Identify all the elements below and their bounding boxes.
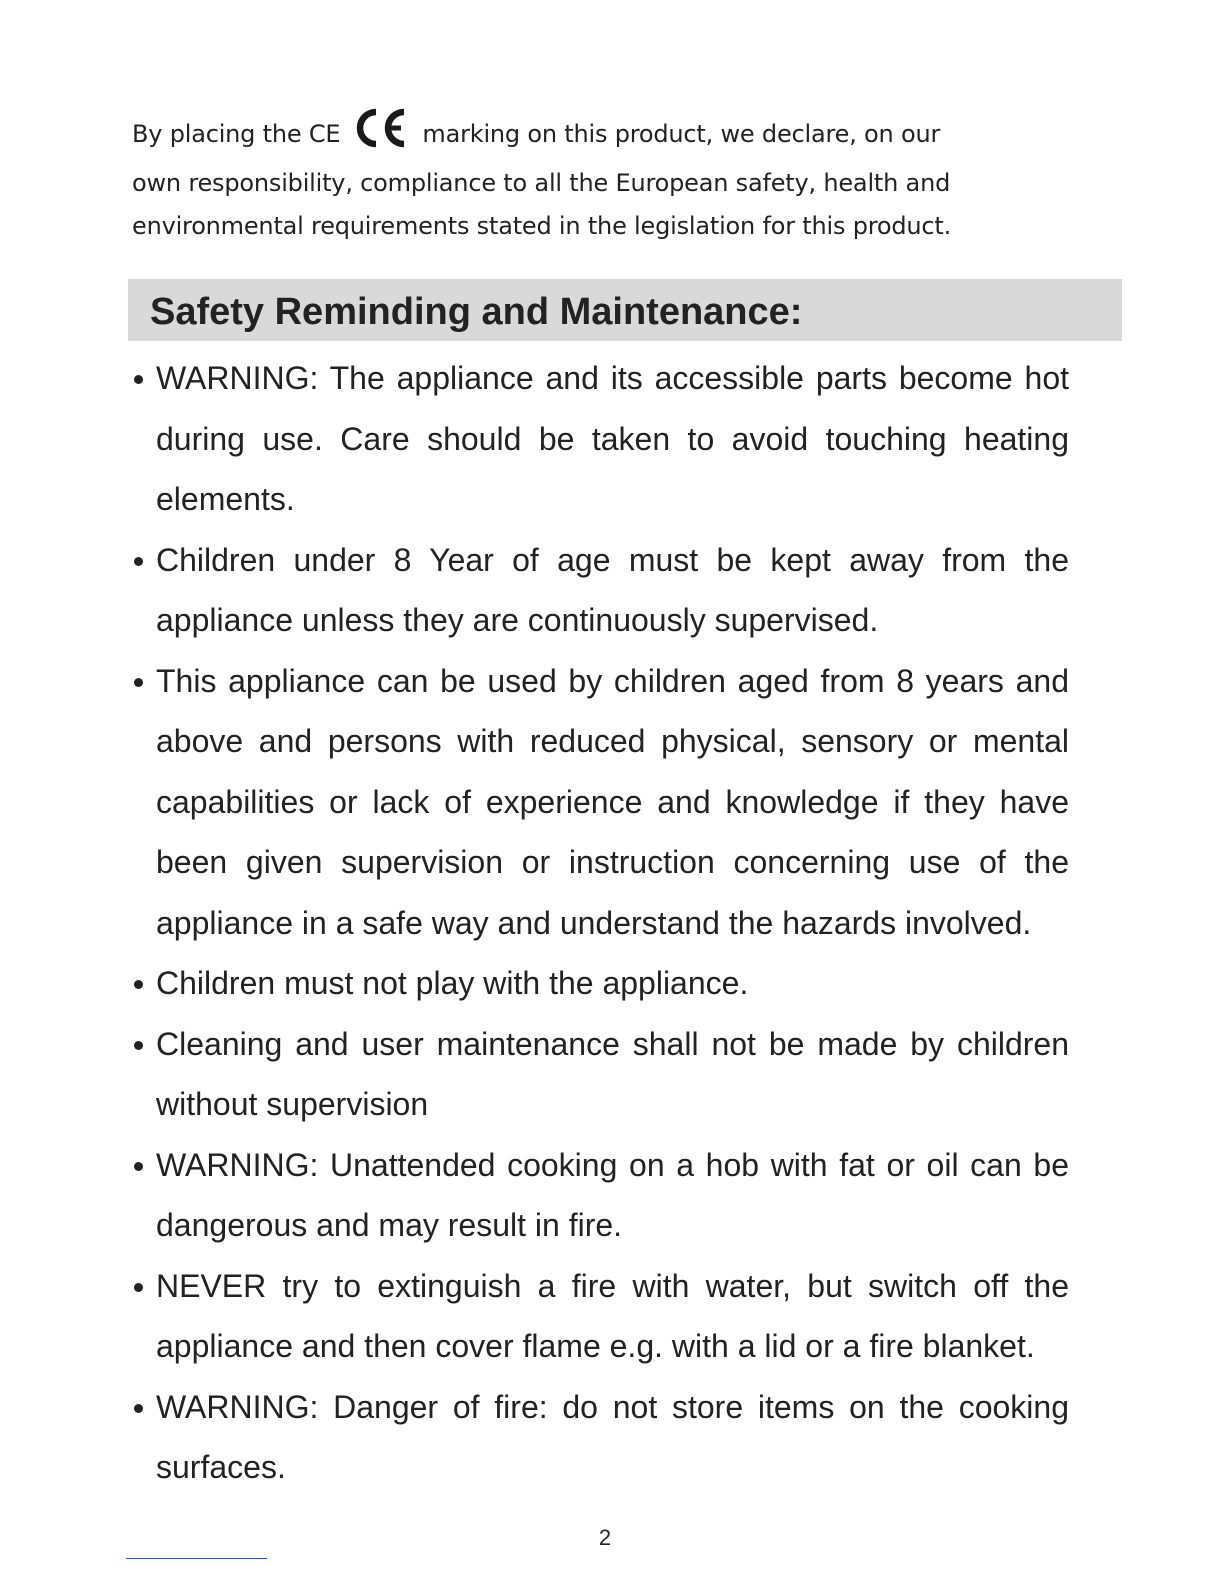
- safety-bullet-item: [156, 1135, 1069, 1256]
- bullet-icon: [134, 980, 143, 989]
- bullet-icon: [134, 678, 143, 687]
- bullet-text: This appliance can be used by children aged from 8 years and above and persons with reduced physical, sensory or mental capabilities or lack of experience and knowledge if they have been given supervision or instruction concerning use of the appliance in a safe way and understand the hazards involved.: [156, 662, 1069, 941]
- safety-bullet-item: [156, 1256, 1069, 1377]
- bullet-text: Children under 8 Year of age must be kept away from the appliance unless they are continuously supervised.: [156, 541, 1069, 638]
- bullet-icon: [134, 1041, 143, 1050]
- section-title: Safety Reminding and Maintenance:: [150, 291, 803, 333]
- safety-bullet-item: [156, 530, 1069, 651]
- bullet-text: WARNING: Unattended cooking on a hob with fat or oil can be dangerous and may result in fire.: [156, 1146, 1069, 1243]
- ce-declaration-suffix: marking on this product, we declare, on our: [422, 120, 941, 148]
- bullet-text: NEVER try to extinguish a fire with water, but switch off the appliance and then cover flame e.g. with a lid or a fire blanket.: [156, 1267, 1069, 1364]
- ce-mark-logo: [352, 108, 412, 162]
- bullet-text: WARNING: The appliance and its accessible parts become hot during use. Care should be taken to avoid touching heating elements.: [156, 360, 1069, 517]
- bullet-text: WARNING: Danger of fire: do not store items on the cooking surfaces.: [156, 1388, 1069, 1485]
- safety-bullet-item: [156, 651, 1069, 954]
- bullet-text: Children must not play with the appliance.: [156, 965, 749, 1001]
- section-header: [128, 279, 1122, 341]
- safety-bullet-item: [156, 1014, 1069, 1135]
- bullet-text: Cleaning and user maintenance shall not be made by children without supervision: [156, 1025, 1069, 1122]
- ce-declaration-line-3: environmental requirements stated in the legislation for this product.: [132, 212, 952, 240]
- footnote-divider: [126, 1558, 267, 1559]
- ce-declaration-line-2: own responsibility, compliance to all the European safety, health and: [132, 169, 951, 197]
- bullet-icon: [134, 1283, 143, 1292]
- page-number: 2: [598, 1525, 612, 1550]
- bullet-icon: [134, 1404, 143, 1413]
- safety-bullet-item: [156, 348, 1069, 530]
- safety-bullet-item: [156, 1377, 1069, 1498]
- ce-declaration-prefix: By placing the CE: [132, 120, 341, 148]
- bullet-icon: [134, 375, 143, 384]
- bullet-icon: [134, 557, 143, 566]
- bullet-icon: [134, 1162, 143, 1171]
- ce-declaration: [132, 108, 1062, 248]
- safety-bullet-item: [156, 953, 1069, 1014]
- ce-declaration-line-1: [132, 108, 1062, 162]
- safety-bullet-list: [156, 348, 1069, 1498]
